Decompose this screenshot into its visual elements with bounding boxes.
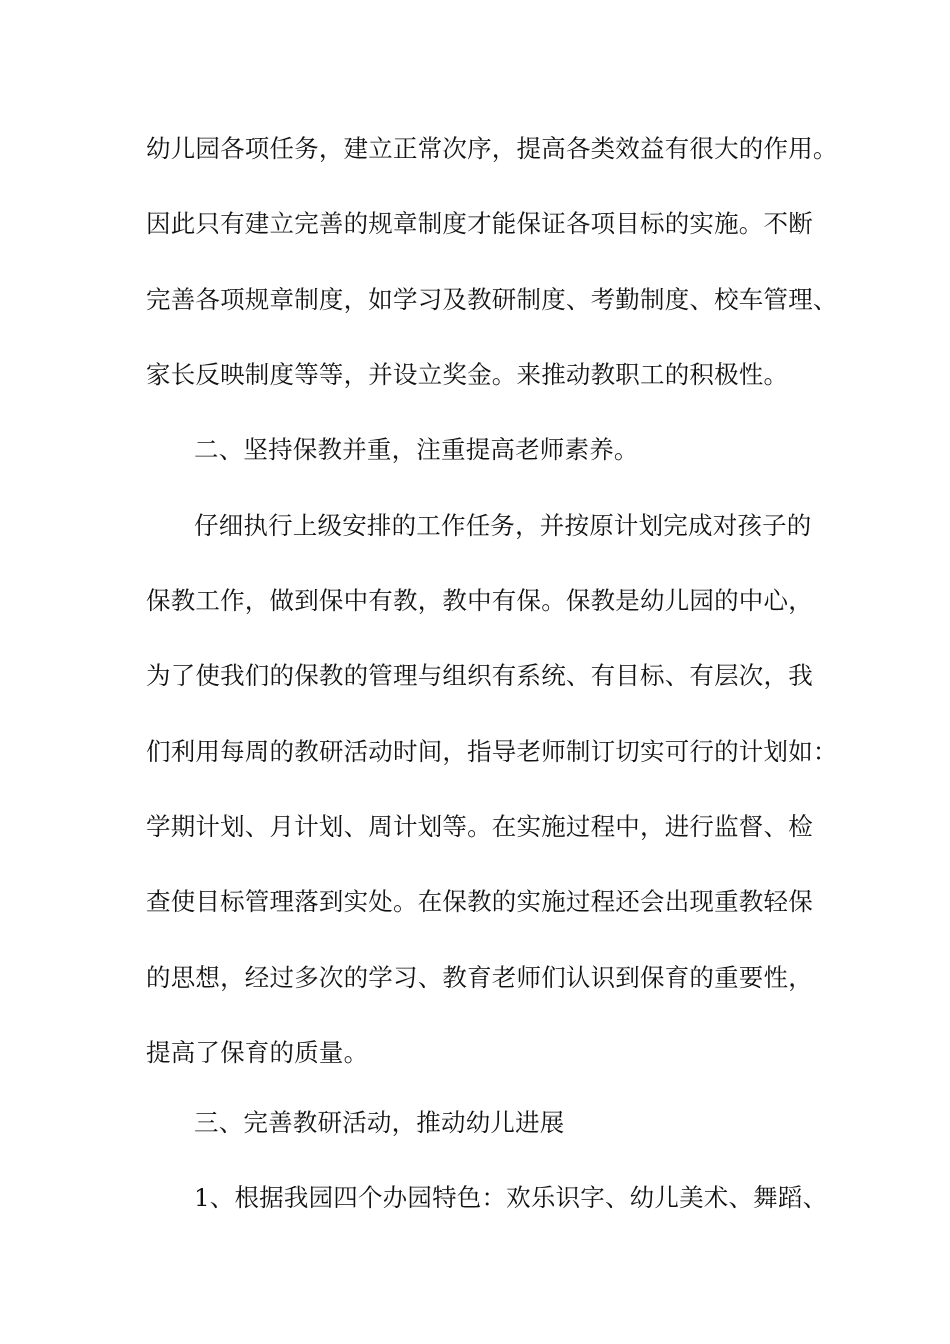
section-heading: 三、完善教研活动，推动幼儿进展: [194, 1108, 565, 1137]
text-line: 完善各项规章制度，如学习及教研制度、考勤制度、校车管理、: [146, 285, 838, 314]
text-line: 因此只有建立完善的规章制度才能保证各项目标的实施。不断: [146, 209, 813, 238]
section-heading: 二、坚持保教并重，注重提高老师素养。: [194, 435, 639, 464]
text-line: 们利用每周的教研活动时间，指导老师制订切实可行的计划如：: [146, 737, 838, 766]
text-line: 查使目标管理落到实处。在保教的实施过程还会出现重教轻保: [146, 887, 813, 916]
text-line: 为了使我们的保教的管理与组织有系统、有目标、有层次，我: [146, 661, 813, 690]
text-line: 提高了保育的质量。: [146, 1038, 369, 1067]
text-line: 幼儿园各项任务，建立正常次序，提高各类效益有很大的作用。: [146, 134, 838, 163]
text-line: 保教工作，做到保中有教，教中有保。保教是幼儿园的中心，: [146, 586, 813, 615]
text-line: 家长反映制度等等，并设立奖金。来推动教职工的积极性。: [146, 360, 789, 389]
paragraph-first-line: 仔细执行上级安排的工作任务，并按原计划完成对孩子的: [194, 511, 812, 540]
list-item: 1、根据我园四个办园特色：欢乐识字、幼儿美术、舞蹈、: [194, 1183, 828, 1212]
text-line: 的思想，经过多次的学习、教育老师们认识到保育的重要性，: [146, 963, 813, 992]
text-line: 学期计划、月计划、周计划等。在实施过程中，进行监督、检: [146, 812, 813, 841]
